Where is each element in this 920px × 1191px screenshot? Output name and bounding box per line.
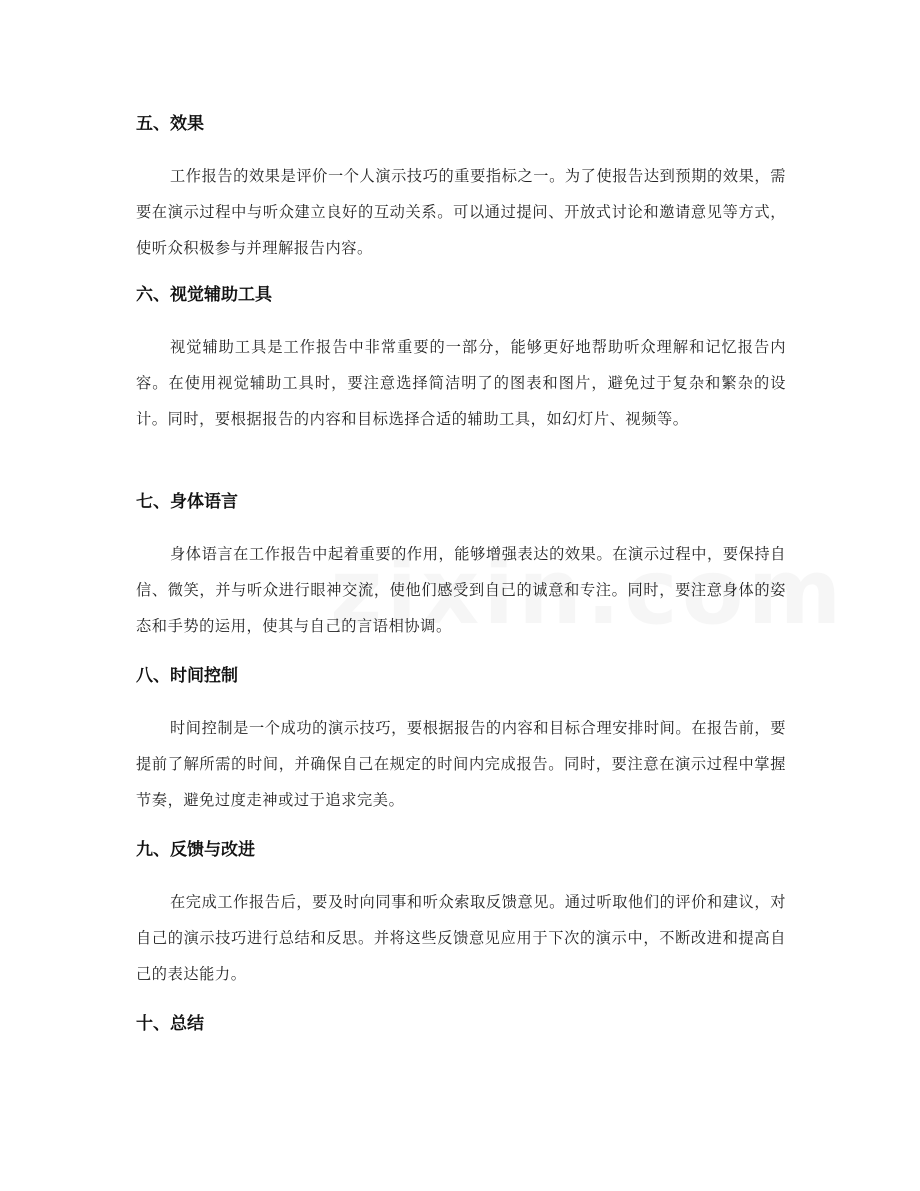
section-heading: 十、总结 [136,1014,204,1034]
section-time-control [136,664,786,818]
section-paragraph: 视觉辅助工具是工作报告中非常重要的一部分，能够更好地帮助听众理解和记忆报告内容。在使用视觉辅助工具时，要注意选择简洁明了的图表和图片，避免过于复杂和繁杂的设计。同时，要根据报告的内容和目标选择合适的辅助工具，如幻灯片、视频等。 [136,338,786,428]
section-paragraph: 时间控制是一个成功的演示技巧，要根据报告的内容和目标合理安排时间。在报告前，要提前了解所需的时间，并确保自己在规定的时间内完成报告。同时，要注意在演示过程中掌握节奏，避免过度走神或过于追求完美。 [136,719,786,809]
section-heading: 七、身体语言 [136,492,238,512]
section-effect [136,112,786,266]
section-paragraph: 在完成工作报告后，要及时向同事和听众索取反馈意见。通过听取他们的评价和建议，对自己的演示技巧进行总结和反思。并将这些反馈意见应用于下次的演示中，不断改进和提高自己的表达能力。 [136,893,786,983]
section-summary [136,1012,786,1036]
section-heading: 五、效果 [136,114,204,134]
section-paragraph: 工作报告的效果是评价一个人演示技巧的重要指标之一。为了使报告达到预期的效果，需要在演示过程中与听众建立良好的互动关系。可以通过提问、开放式讨论和邀请意见等方式，使听众积极参与并理解报告内容。 [136,167,786,257]
section-body-language [136,490,786,644]
section-heading: 六、视觉辅助工具 [136,285,272,305]
section-feedback [136,838,786,992]
section-visual-aids [136,283,786,437]
section-heading: 八、时间控制 [136,666,238,686]
section-heading: 九、反馈与改进 [136,840,255,860]
section-paragraph: 身体语言在工作报告中起着重要的作用，能够增强表达的效果。在演示过程中，要保持自信、微笑，并与听众进行眼神交流，使他们感受到自己的诚意和专注。同时，要注意身体的姿态和手势的运用，使其与自己的言语相协调。 [136,545,786,635]
